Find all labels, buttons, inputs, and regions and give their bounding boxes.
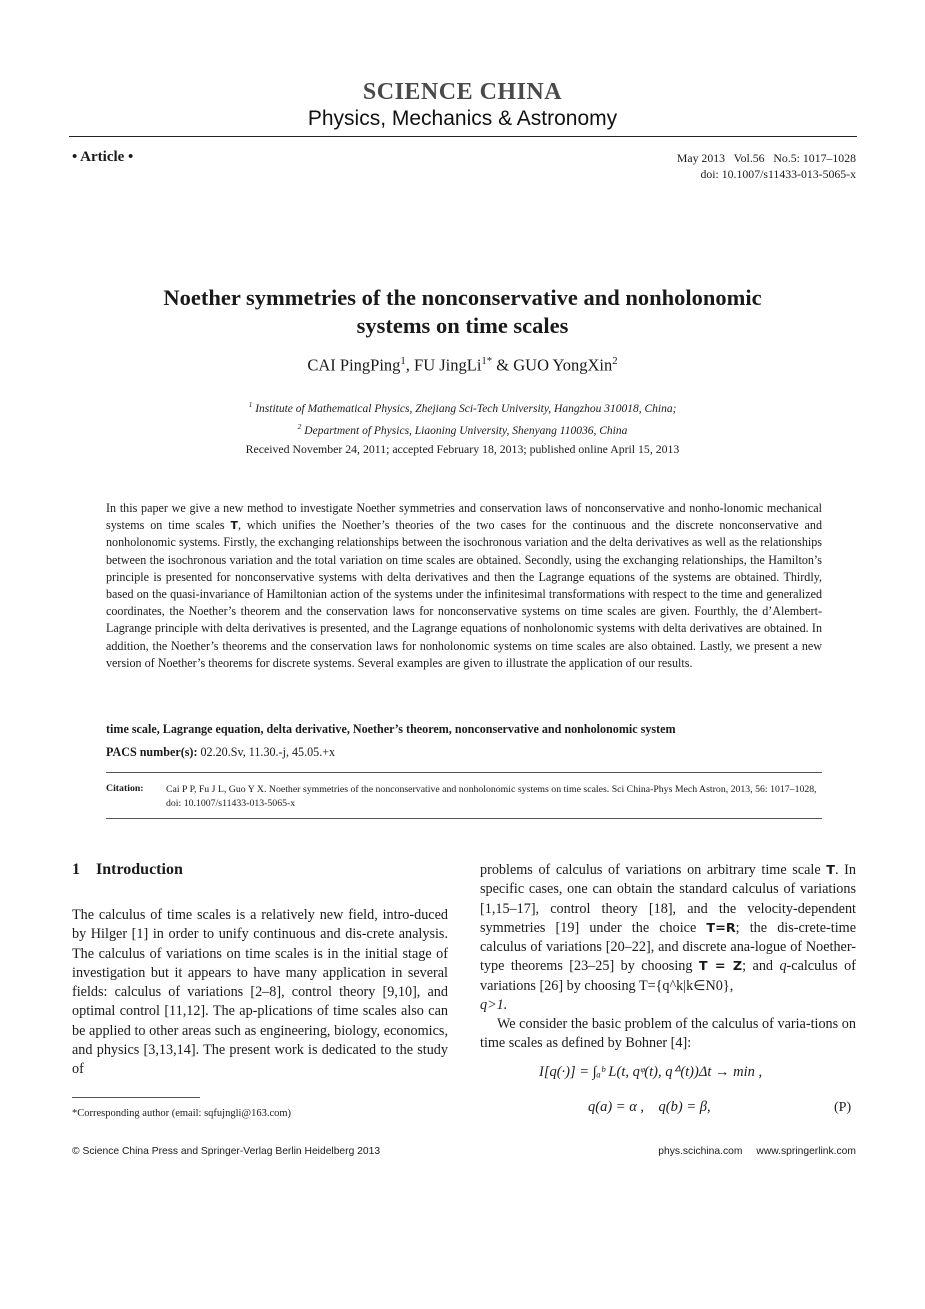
- abstract: [106, 500, 822, 672]
- footnote-rule: [72, 1097, 200, 1098]
- time-scale-symbol: T: [230, 519, 238, 533]
- right-column-text: [480, 861, 856, 1015]
- time-scale-symbol: T: [826, 863, 835, 878]
- author-sep: ,: [405, 355, 415, 375]
- publication-dates: Received November 24, 2011; accepted February 18, 2013; published online April 15, 2013: [245, 442, 680, 456]
- author-1-sup: 1: [400, 355, 406, 367]
- choice-reals: T=R: [706, 920, 736, 936]
- affiliation-sup: 1: [248, 400, 253, 409]
- affiliation-sup: 2: [297, 421, 302, 431]
- section-number: 1: [72, 861, 80, 878]
- body-text: ; and: [742, 958, 780, 975]
- authors: [0, 355, 925, 376]
- body-text: . In specific cases, one can obtain the standard calculus of variations [1,15–17], control theory [18], and the velocity-dependent symmetries [19] under the choice: [480, 862, 856, 936]
- right-column-paragraph-2: We consider the basic problem of the calculus of varia-tions on time scales as defined by Bohner [4]:: [480, 1016, 856, 1052]
- author-1: CAI PingPing: [307, 355, 401, 375]
- title-line-1: Noether symmetries of the nonconservative and nonholonomic: [163, 285, 762, 310]
- header-rule: [69, 136, 857, 137]
- citation-rule-bottom: [106, 818, 822, 819]
- abstract-text: In this paper we give a new method to investigate Noether symmetries and conservation laws of nonconservative and nonho-lonomic mechanical systems on time scales: [106, 501, 822, 533]
- equation-boundary: q(a) = α , q(b) = β,: [588, 1099, 711, 1115]
- footer-copyright: © Science China Press and Springer-Verlag Berlin Heidelberg 2013: [72, 1146, 381, 1157]
- pacs-numbers: [106, 745, 335, 760]
- doi: doi: 10.1007/s11433-013-5065-x: [700, 167, 856, 181]
- article-type: • Article •: [72, 149, 134, 165]
- pacs-value: 02.20.Sv, 11.30.-j, 45.05.+x: [197, 745, 336, 759]
- journal-name: SCIENCE CHINA: [362, 79, 563, 105]
- section-heading: [72, 861, 183, 879]
- author-3: GUO YongXin: [513, 355, 613, 375]
- issue-meta: [677, 150, 856, 182]
- citation-text: Cai P P, Fu J L, Guo Y X. Noether symmetries of the nonconservative and nonholonomic systems on time scales. Sci China-Phys Mech Astron, 2013, 56: 1017–1028, doi: 10.1007/s11433-013-5065-x: [166, 784, 817, 809]
- q-condition: q>1.: [480, 997, 508, 1014]
- choice-q: T={q^k|k∈N0},: [638, 977, 734, 994]
- author-2-sup: 1*: [481, 355, 493, 367]
- equation-functional: I[q(·)] = ∫ₐᵇ L(t, qᵠ(t), qᐞ(t))Δt → min ,: [539, 1064, 763, 1080]
- paper-title: [0, 284, 925, 340]
- title-line-2: systems on time scales: [356, 313, 569, 338]
- author-2: FU JingLi: [414, 355, 482, 375]
- affiliation-1: [0, 396, 925, 418]
- author-sep: &: [492, 355, 514, 375]
- body-text: -calculus of variations [26] by choosing: [480, 958, 856, 994]
- body-text: problems of calculus of variations on arbitrary time scale: [480, 862, 827, 878]
- section-title: Introduction: [96, 861, 183, 878]
- author-3-sup: 2: [612, 355, 618, 367]
- left-column-text: The calculus of time scales is a relatively new field, intro-duced by Hilger [1] in order to unify continuous and dis-crete analysis. The calculus of variations on time scales is in the initial stage of investigation but it appears to have many application in several fields: calculus of variations [2–8], control theory [9,10], and optimal control [11,12]. The ap-plications of time scales also can be applied to other areas such as engineering, biology, economics, and physics [3,13,14]. The present work is dedicated to the study of: [72, 907, 448, 1078]
- keywords: time scale, Lagrange equation, delta derivative, Noether’s theorem, nonconservative and nonholonomic system: [106, 722, 676, 736]
- footer-link-springer[interactable]: www.springerlink.com: [756, 1146, 856, 1157]
- abstract-text: , which unifies the Noether’s theories of the two cases for the continuous and the discrete nonconservative and nonholonomic systems. Firstly, the exchanging relationships between the isochronous variation and the delta derivatives as well as the relationships between the isochronous variation and the total variation on time scales are obtained. Secondly, using the exchanging relationships, the Hamilton’s principle is presented for nonconservative systems with delta derivatives and then the Lagrange equations of the systems are obtained. Thirdly, based on the quasi-invariance of Hamiltonian action of the systems under the infinitesimal transformations with respect to the time and generalized coordinates, the Noether’s theorem and the conservation laws for nonconservative systems on time scales are given. Fourthly, the d’Alembert-Lagrange principle with delta derivatives is presented, and the Lagrange equations of nonholonomic systems with delta derivatives are obtained. In addition, the Noether’s theorems and the conservation laws for nonholonomic systems on time scales are also obtained. Lastly, we present a new version of Noether’s theorems for discrete systems. Several examples are given to illustrate the application of our results.: [106, 518, 823, 670]
- choice-integers: T = Z: [698, 959, 743, 975]
- affiliation-text: Institute of Mathematical Physics, Zhejiang Sci-Tech University, Hangzhou 310018, China;: [255, 402, 677, 415]
- body-text: ; the dis-crete-time calculus of variations [20–22], and discrete ana-logue of Noether-type theorems [23–25] by choosing: [480, 919, 856, 975]
- affiliation-2: [0, 418, 925, 440]
- q-symbol: q: [779, 958, 787, 975]
- issue-info: May 2013 Vol.56 No.5: 1017–1028: [676, 151, 856, 165]
- pacs-label: PACS number(s):: [106, 745, 198, 759]
- equation-label: (P): [834, 1100, 852, 1115]
- citation-rule-top: [106, 772, 822, 773]
- journal-subtitle: Physics, Mechanics & Astronomy: [307, 107, 618, 130]
- affiliations: [0, 396, 925, 440]
- footer-links: [658, 1146, 856, 1157]
- footnote: *Corresponding author (email: sqfujngli@163.com): [72, 1108, 292, 1119]
- citation-label: Citation:: [106, 783, 144, 794]
- footer-link-phys[interactable]: phys.scichina.com: [658, 1146, 743, 1157]
- affiliation-text: Department of Physics, Liaoning University, Shenyang 110036, China: [304, 424, 628, 437]
